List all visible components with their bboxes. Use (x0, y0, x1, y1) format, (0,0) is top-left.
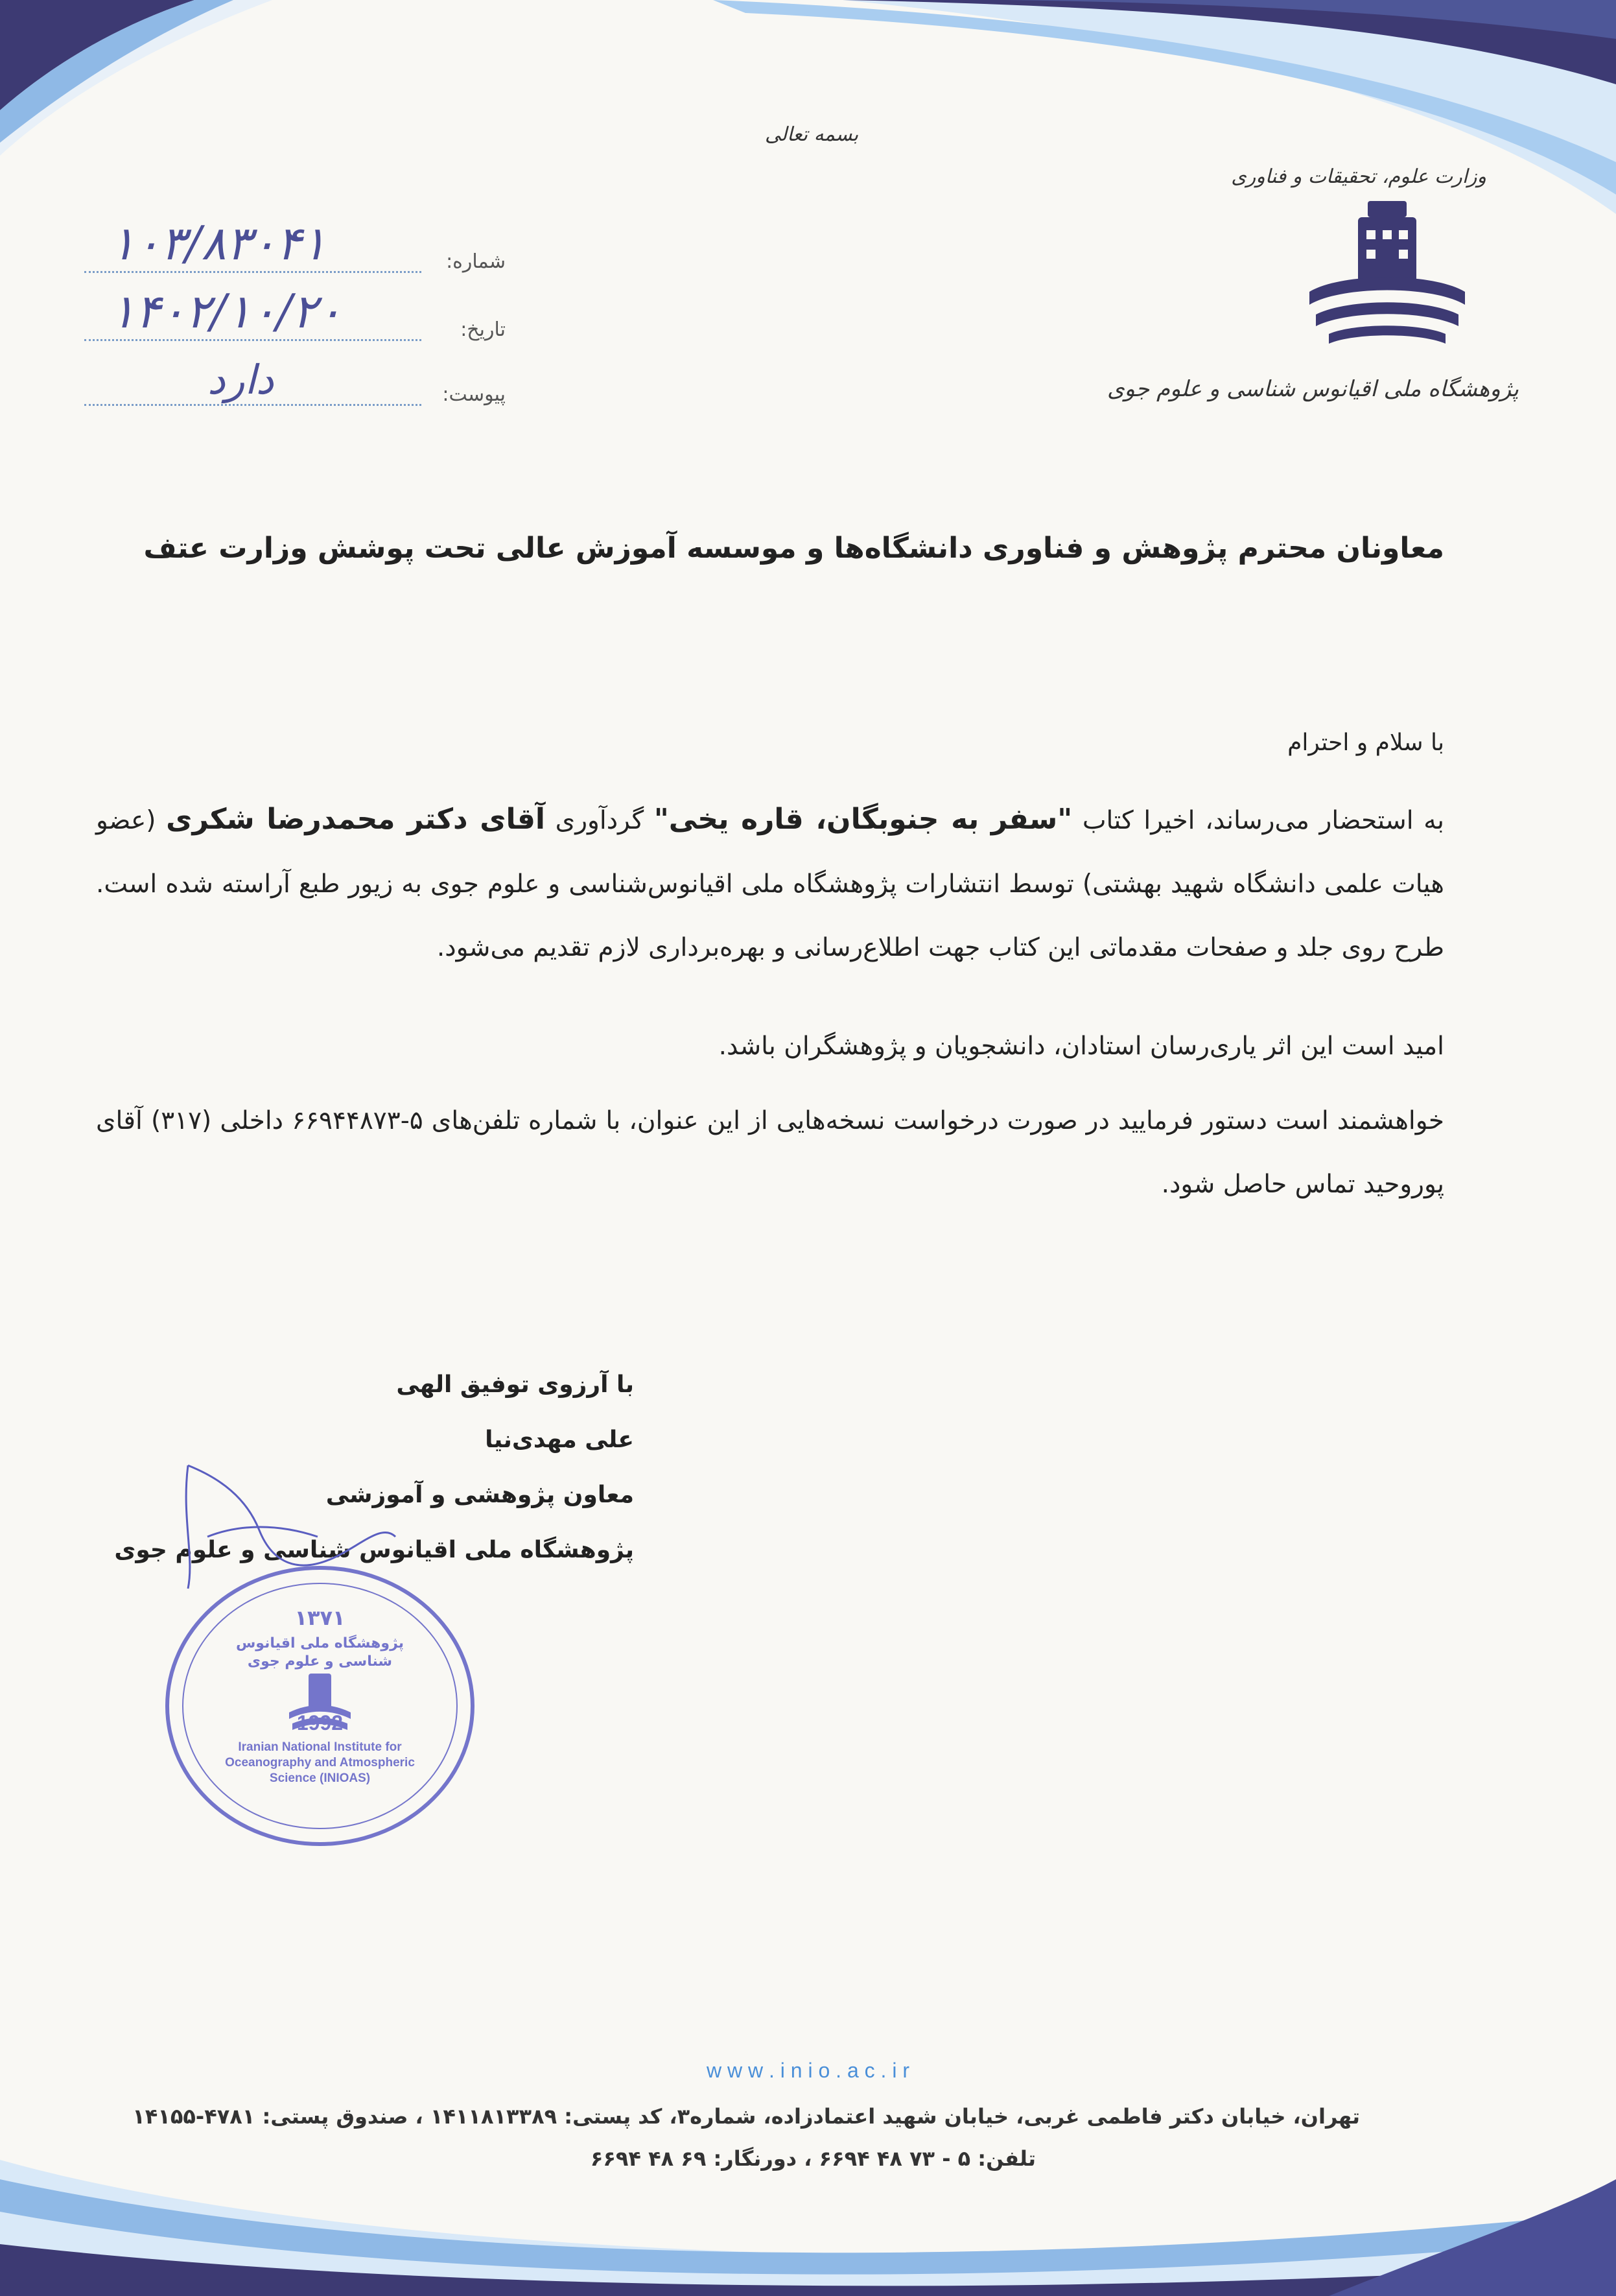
letter-paragraph-1 (96, 788, 1444, 980)
p1-prefix: به استحضار می‌رساند، اخیرا کتاب (1072, 806, 1444, 835)
attachment-value: دارد (207, 356, 274, 403)
stamp-text-en: Iranian National Institute for Oceanography and Atmospheric Science (INIOAS) (225, 1740, 415, 1785)
attachment-label: پیوست: (442, 383, 506, 406)
ministry-text: وزارت علوم، تحقیقات و فناوری (1231, 165, 1486, 188)
greeting-text: با سلام و احترام (1287, 729, 1444, 756)
recipient-line: معاونان محترم پژوهش و فناوری دانشگاه‌ها و موسسه آموزش عالی تحت پوشش وزارت عتف (143, 532, 1444, 565)
date-label: تاریخ: (460, 318, 506, 341)
letter-paragraph-3: خواهشمند است دستور فرمایید در صورت درخواست نسخه‌هایی از این عنوان، با شماره تلفن‌های ۵-۶۶۹۴۴۸۷۳ داخلی (۳۱۷) آقای پوروحید تماس حاصل شود. (96, 1106, 1444, 1199)
stamp-text-fa: پژوهشگاه ملی اقیانوس شناسی و علوم جوی (235, 1635, 404, 1670)
date-field-line (84, 339, 421, 341)
stamp-year: 1992 (296, 1711, 344, 1734)
number-label: شماره: (446, 250, 506, 273)
number-field (84, 216, 506, 282)
website-link[interactable]: w w w . i n i o . a c . i r (707, 2059, 909, 2082)
date-value: ۱۴۰۲/۱۰/۲۰ (110, 284, 342, 338)
invocation-text: بسمه تعالی (765, 123, 859, 146)
institute-logo (1303, 195, 1471, 363)
book-title: "سفر به جنوبگان، قاره یخی" (653, 803, 1073, 836)
signatory-title: معاون پژوهشی و آموزشی (325, 1482, 634, 1508)
footer-contact: تلفن: ۵ - ۷۳ ۴۸ ۶۶۹۴ ، دورنگار: ۶۹ ۴۸ ۶۶۹۴ (590, 2146, 1036, 2171)
footer-address: تهران، خیابان دکتر فاطمی غربی، خیابان شهید اعتمادزاده، شماره۳، کد پستی: ۱۴۱۱۸۱۳۳۸۹ ، صندوق پستی: ۴۷۸۱-۱۴۱۵۵ (132, 2104, 1360, 2129)
signatory-name: علی مهدی‌نیا (485, 1426, 634, 1453)
p1-rest: (عضو هیات علمی دانشگاه شهید بهشتی) توسط انتشارات پژوهشگاه ملی اقیانوس‌شناسی و علوم جوی به زیور طبع آراسته شده است. طرح روی جلد و صفحات مقدماتی این کتاب جهت اطلاع‌رسانی و بهره‌برداری لازم تقدیم می‌شود. (96, 806, 1444, 962)
attachment-field-line (84, 404, 421, 406)
author-name: آقای دکتر محمدرضا شکری (166, 803, 545, 836)
stamp-year-persian: ۱۳۷۱ (294, 1605, 345, 1630)
number-value: ۱۰۳/۸۳۰۴۱ (110, 216, 327, 270)
attachment-field (84, 356, 506, 415)
p1-mid: گردآوری (545, 806, 654, 835)
signatory-organization: پژوهشگاه ملی اقیانوس شناسی و علوم جوی (114, 1537, 634, 1563)
number-field-line (84, 271, 421, 273)
signature-closing: با آرزوی توفیق الهی (396, 1371, 634, 1398)
official-stamp (165, 1566, 474, 1846)
institute-logo-text: پژوهشگاه ملی اقیانوس شناسی و علوم جوی (1107, 376, 1519, 402)
date-field (84, 284, 506, 350)
letter-paragraph-2: امید است این اثر یاری‌رسان استادان، دانشجویان و پژوهشگران باشد. (718, 1032, 1444, 1061)
